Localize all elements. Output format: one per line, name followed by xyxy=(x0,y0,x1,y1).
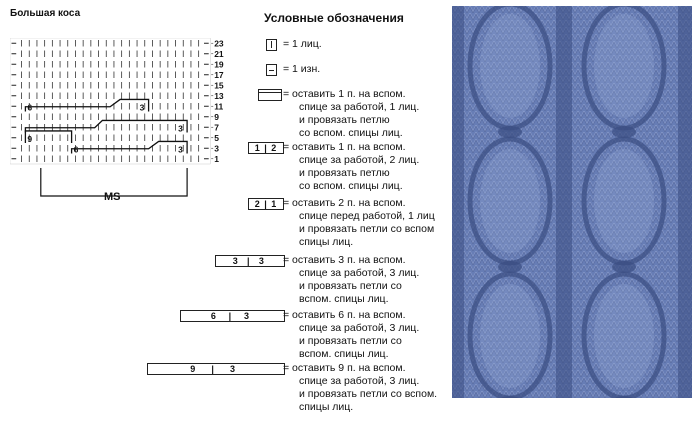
cable-highlight xyxy=(480,284,540,388)
legend-text-line: со вспом. спицы лиц. xyxy=(299,180,403,192)
legend-text-line: вспом. спицы лиц. xyxy=(299,293,389,305)
legend-text-line: = оставить 9 п. на вспом. xyxy=(283,362,406,374)
cable-label: 3 xyxy=(178,123,183,134)
row-number: 21 xyxy=(214,49,224,59)
cable-cross xyxy=(612,126,636,138)
row-number: 19 xyxy=(214,59,224,70)
legend-text-line: спицы лиц. xyxy=(299,401,354,413)
legend-symbol xyxy=(180,310,285,322)
cable-cross xyxy=(498,126,522,138)
legend-text-line: спице за работой, 1 лиц. xyxy=(299,101,420,113)
legend-text-line: спице за работой, 3 лиц. xyxy=(299,322,420,334)
legend-symbol-label: 9 | 3 xyxy=(190,364,242,374)
legend-symbol-label: 2 | 1 xyxy=(254,199,278,209)
row-number: 3 xyxy=(214,143,219,154)
legend-symbol-label: 1 | 2 xyxy=(254,143,278,153)
legend-symbol xyxy=(258,89,282,101)
row-number: 17 xyxy=(214,70,224,80)
legend-text-line: и провязать петли со вспом xyxy=(299,223,435,235)
legend-text-line: и провязать петли со xyxy=(299,335,402,347)
cable-cross xyxy=(612,261,636,273)
cable-label: 6 xyxy=(27,102,33,113)
cable-highlight xyxy=(480,149,540,253)
row-number: 23 xyxy=(214,38,224,49)
cable-highlight xyxy=(480,14,540,118)
legend-text-line: = 1 лиц. xyxy=(283,38,322,50)
legend-symbol-label: 3 | 3 xyxy=(232,256,268,266)
cable-label: 3 xyxy=(139,102,145,113)
legend-text-line: = оставить 1 п. на вспом. xyxy=(283,141,406,153)
row-number: 7 xyxy=(214,122,219,133)
knitting-chart xyxy=(10,38,240,213)
cable-cross xyxy=(498,261,522,273)
legend-text-line: = 1 изн. xyxy=(283,63,321,75)
row-number: 13 xyxy=(214,91,224,101)
legend-text-line: спице перед работой, 1 лиц xyxy=(299,210,435,222)
legend-symbol xyxy=(147,363,285,375)
row-number: 5 xyxy=(214,133,219,143)
purl-channel xyxy=(678,6,692,398)
purl-channel xyxy=(452,6,464,398)
legend-text-line: = оставить 6 п. на вспом. xyxy=(283,309,406,321)
repeat-label: MS xyxy=(103,191,121,203)
row-number: 9 xyxy=(214,112,219,122)
cable-line xyxy=(25,131,71,143)
cable-label: 9 xyxy=(27,133,33,144)
legend-text-line: со вспом. спицы лиц. xyxy=(299,127,403,139)
row-number: 1 xyxy=(214,154,219,164)
cable-line xyxy=(25,99,148,111)
legend-symbol xyxy=(248,198,284,210)
legend-text-line: вспом. спицы лиц. xyxy=(299,348,389,360)
legend-title: Условные обозначения xyxy=(264,11,404,25)
row-number: 11 xyxy=(214,101,224,112)
legend-text-line: = оставить 1 п. на вспом. xyxy=(283,88,406,100)
purl-channel xyxy=(556,6,572,398)
cable-highlight xyxy=(594,14,654,118)
chart-title: Большая коса xyxy=(10,8,81,19)
cable-highlight xyxy=(594,284,654,388)
legend-symbol xyxy=(266,39,277,51)
cable-highlight xyxy=(594,149,654,253)
cable-row-11 xyxy=(25,99,148,112)
legend-text-line: = оставить 2 п. на вспом. xyxy=(283,197,406,209)
legend-text-line: спице за работой, 2 лиц. xyxy=(299,154,420,166)
cable-label: 3 xyxy=(178,144,183,155)
legend-text-line: спице за работой, 3 лиц. xyxy=(299,267,420,279)
cable-label: 6 xyxy=(73,144,79,155)
legend-symbol xyxy=(266,64,277,76)
legend-symbol xyxy=(215,255,285,267)
legend-symbol xyxy=(248,142,284,154)
row-number: 15 xyxy=(214,80,224,91)
legend-text-line: и провязать петли со xyxy=(299,280,402,292)
legend-text-line: и провязать петлю xyxy=(299,167,390,179)
knitted-cable-photo xyxy=(452,6,692,398)
cable-row-5 xyxy=(25,131,71,144)
legend-text-line: и провязать петлю xyxy=(299,114,390,126)
legend-text-line: = оставить 3 п. на вспом. xyxy=(283,254,406,266)
legend-symbol-label: 6 | 3 xyxy=(210,311,255,321)
legend-text-line: и провязать петли со вспом. xyxy=(299,388,438,400)
legend-text-line: спицы лиц. xyxy=(299,236,354,248)
legend-text-line: спице за работой, 3 лиц. xyxy=(299,375,420,387)
